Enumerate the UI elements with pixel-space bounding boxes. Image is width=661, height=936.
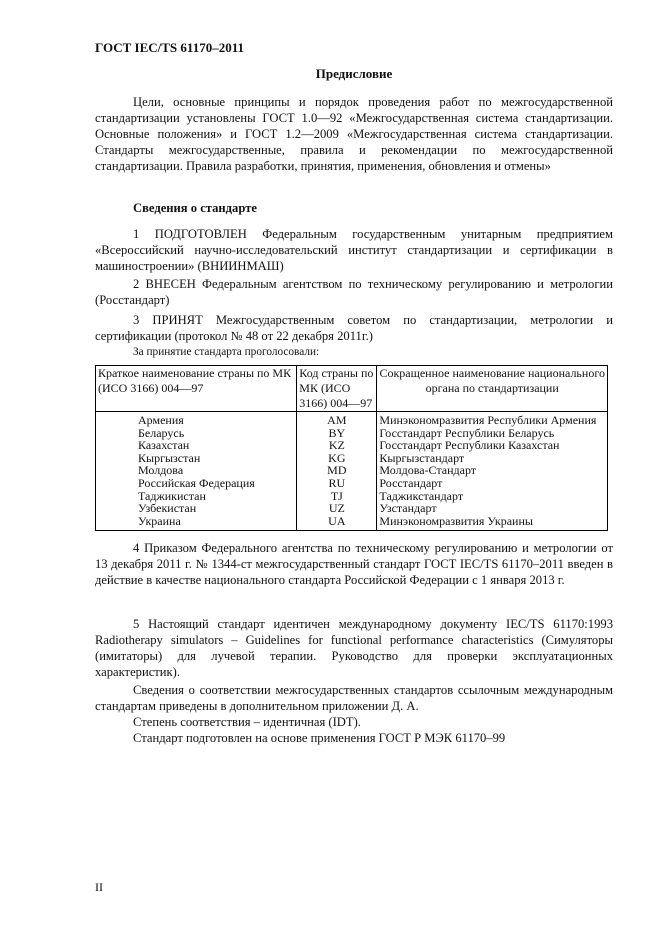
info-item-2: 2 ВНЕСЕН Федеральным агентством по техническому регулированию и метрологии (Росстандарт) [95, 277, 613, 307]
votes-table-header-row [96, 366, 608, 412]
header-country-name: Краткое наименование страны по МК (ИСО 3166) 004—97 [96, 366, 297, 412]
body-cell: Росстандарт [379, 475, 443, 490]
national-body-column [377, 412, 608, 531]
info-item-5-basis: Стандарт подготовлен на основе применения ГОСТ Р МЭК 61170–99 [133, 731, 506, 745]
body-cell: Госстандарт Республики Казахстан [379, 438, 560, 453]
country-column [96, 412, 297, 531]
info-item-5: 5 Настоящий стандарт идентичен международному документу IEC/TS 61170:1993 Radiotherapy simulators – Guidelines for functional performance characteristics (Симуляторы (имитаторы) для лучевой терапии. Руководство для проверки эксплуатационных характеристик). [95, 617, 613, 679]
code-cell: MD [327, 463, 347, 478]
code-cell: RU [328, 475, 346, 490]
info-item-4: 4 Приказом Федерального агентства по техническому регулированию и метрологии от 13 декабря 2011 г. № 1344-ст межгосударственный стандарт ГОСТ IEC/TS 61170–2011 введен в действие в качестве национального стандарта Российской Федерации с 1 января 2013 г. [95, 541, 613, 587]
body-cell: Молдова-Стандарт [379, 463, 477, 478]
info-item-1: 1 ПОДГОТОВЛЕН Федеральным государственным унитарным предприятием «Всероссийский научно-исследовательский институт стандартизации и сертификации в машиностроении» (ВНИИНМАШ) [95, 227, 613, 273]
preface-title: Предисловие [315, 66, 393, 81]
header-country-code: Код страны по МК (ИСО 3166) 004—97 [297, 366, 377, 412]
code-cell: TJ [330, 488, 343, 503]
country-cell: Узбекистан [138, 501, 197, 516]
country-cell: Беларусь [138, 425, 185, 440]
country-cell: Кыргызстан [138, 450, 201, 465]
info-title: Сведения о стандарте [133, 201, 257, 215]
country-cell: Российская Федерация [138, 475, 255, 490]
header-national-body: Сокращенное наименование национального органа по стандартизации [377, 366, 608, 412]
page-number: II [95, 880, 103, 894]
code-cell: UA [328, 513, 346, 528]
body-cell: Узстандарт [379, 501, 437, 516]
country-cell: Украина [138, 513, 181, 528]
voted-label: За принятие стандарта проголосовали: [133, 346, 320, 358]
info-item-5-refs: Сведения о соответствии межгосударственных стандартов ссылочным международным стандартам приведены в дополнительном приложении Д. А. [95, 683, 613, 713]
votes-table-body-row [96, 412, 608, 531]
info-item-3: 3 ПРИНЯТ Межгосударственным советом по стандартизации, метрологии и сертификации (протокол № 48 от 22 декабря 2011г.) [95, 313, 613, 343]
country-cell: Казахстан [138, 438, 190, 453]
standard-code-header: ГОСТ IEC/TS 61170–2011 [95, 40, 244, 55]
body-cell: Таджикстандарт [379, 488, 464, 503]
code-cell: KG [328, 450, 346, 465]
country-cell: Таджикистан [138, 488, 206, 503]
body-cell: Минэкономразвития Республики Армения [379, 413, 597, 427]
code-cell: AM [327, 413, 347, 427]
code-cell: KZ [328, 438, 345, 453]
code-cell: UZ [328, 501, 345, 516]
country-cell: Молдова [138, 463, 184, 478]
body-cell: Минэкономразвития Украины [379, 513, 533, 528]
code-cell: BY [328, 425, 346, 440]
votes-table [95, 365, 608, 531]
preface-intro: Цели, основные принципы и порядок проведения работ по межгосударственной стандартизации установлены ГОСТ 1.0—92 «Межгосударственная система стандартизации. Основные положения» и ГОСТ 1.2—2009 «Межгосударственная система стандартизации. Стандарты межгосударственные, правила и рекомендации по межгосударственной стандартизации. Правила разработки, принятия, применения, обновления и отмены» [95, 95, 613, 173]
country-cell: Армения [138, 413, 184, 427]
body-cell: Кыргызстандарт [379, 450, 465, 465]
info-item-5-degree: Степень соответствия – идентичная (IDT). [133, 715, 361, 729]
body-cell: Госстандарт Республики Беларусь [379, 425, 555, 440]
code-column [297, 412, 377, 531]
